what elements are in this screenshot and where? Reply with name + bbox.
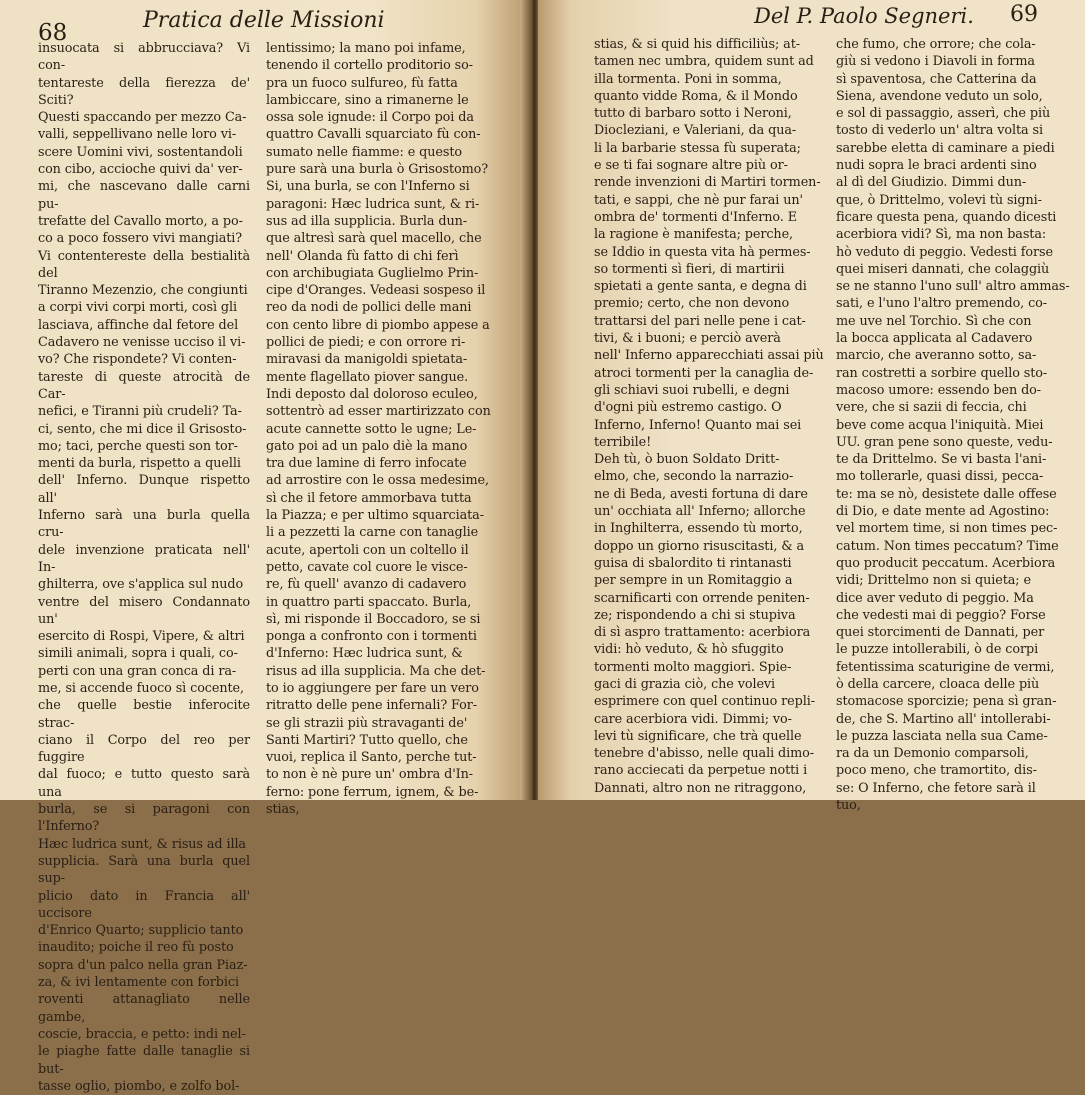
right-column-1-text: stias, & si quid his difficiliùs; at- tamen nec umbra, quidem sunt ad illa tormenta. Poni in somma, quanto vidde Roma, & il Mondo tutto di barbaro sotto i Neroni, Diocleziani, e Valeriani, da qua- li la barbarie stessa fù superata; e se ti fai sognare altre più or- rende invenzioni di Martiri tormen- tati, e sappi, che nè pur farai un' ombra de' tormenti d'Inferno. E la ragione è manifesta; perche, se Iddio in questa vita hà permes- so tormenti sì fieri, di martirii spietati a gente santa, e degna di premio; certo, che non devono trattarsi del pari nelle pene i cat- tivi, & i buoni; e perciò averà nell' Inferno apparecchiati assai più atroci tormenti per la canaglia de- gli schiavi suoi rubelli, e degni d'ogni più estremo castigo. O Inferno, Inferno! Quanto mai sei terribile! Deh tù, ò buon Soldato Dritt- elmo, che, secondo la narrazio- ne di Beda, avesti fortuna di dare un' occhiata all' Inferno; allorche in Inghilterra, essendo tù morto, doppo un giorno risuscitasti, & a guisa di sbalordito ti rintanasti per sempre in un Romitaggio a scarnificarti con orrende peniten- ze; rispondendo a chi si stupiva di sì aspro trattamento: acerbiora vidi: hò veduto, & hò sfuggito tormenti molto maggiori. Spie- gaci di grazia ciò, che volevi esprimere con quel continuo repli- care acerbiora vidi. Dimmi; vo- levi tù significare, che trà quelle tenebre d'abisso, nelle quali dimo- rano acciecati da perpetue notti i Dannati, altro non ne ritraggono, (594, 37, 824, 796)
left-column-1 (38, 40, 250, 1095)
left-page-columns (38, 40, 528, 1095)
running-head-right: Del P. Paolo Segneri. (754, 4, 974, 28)
right-column-2 (836, 36, 1078, 814)
right-column-1 (594, 36, 826, 814)
page-number-left: 68 (38, 20, 68, 46)
left-page (0, 0, 528, 1094)
right-page-columns (594, 36, 1085, 814)
right-column-2-text: che fumo, che orrore; che cola- giù si vedono i Diavoli in forma sì spaventosa, che Catterina da Siena, avendone veduto un solo, e sol di passaggio, asserì, che più tosto di vederlo un' altra volta si sarebbe eletta di caminare a piedi nudi sopra le braci ardenti sino al dì del Giudizio. Dimmi dun- que, ò Drittelmo, volevi tù signi- ficare questa pena, quando dicesti acerbiora vidi? Sì, ma non basta: hò veduto di peggio. Vedesti forse quei miseri dannati, che colaggiù se ne stanno l'uno sull' altro ammas- sati, e l'uno l'altro premendo, co- me uve nel Torchio. Sì che con la bocca applicata al Cadavero marcio, che averanno sotto, sa- ran costretti a sorbire quello sto- macoso umore: essendo ben do- vere, che si sazii di feccia, chi beve come acqua l'iniquità. Miei UU. gran pene sono queste, vedu- te da Drittelmo. Se vi basta l'ani- mo tollerarle, quasi dissi, pecca- te: ma se nò, desistete dalle offese di Dio, e date mente ad Agostino: vel mortem time, si non times pec- catum. Non times peccatum? Time quo producit peccatum. Acerbiora vidi; Drittelmo non si quieta; e dice aver veduto di peggio. Ma che vedesti mai di peggio? Forse quei storcimenti de Dannati, per le puzze intollerabili, ò de corpi fetentissima scaturigine de vermi, ò della carcere, cloaca delle più stomacose sporcizie; pena sì gran- de, che S. Martino all' intollerabi- le puzza lasciata nella sua Came- ra da un Demonio comparsoli, poco meno, che tramortito, dis- se: O Inferno, che fetore sarà il tuo, (836, 37, 1070, 814)
right-page (538, 0, 1085, 814)
right-page-header (594, 0, 1085, 40)
left-column-2 (266, 40, 496, 1095)
left-column-2-text: lentissimo; la mano poi infame, tenendo il cortello proditorio so- pra un fuoco sulfureo, fù fatta lambiccare, sino a rimanerne le ossa sole ignude: il Corpo poi da quattro Cavalli squarciato fù con- sumato nelle fiamme: e questo pure sarà una burla ò Grisostomo? Si, una burla, se con l'Inferno si paragoni: Hæc ludrica sunt, & ri- sus ad illa supplicia. Burla dun- que altresì sarà quel macello, che nell' Olanda fù fatto di chi ferì con archibugiata Guglielmo Prin- cipe d'Oranges. Vedeasi sospeso il reo da nodi de pollici delle mani con cento libre di piombo appese a pollici de piedi; e con orrore ri- miravasi da manigoldi spietata- mente flagellato piover sangue. Indi deposto dal doloroso eculeo, sottentrò ad esser martirizzato con acute cannette sotto le ugne; Le- gato poi ad un palo diè la mano tra due lamine di ferro infocate ad arrostire con le ossa medesime, sì che il fetore ammorbava tutta la Piazza; e per ultimo squarciata- li a pezzetti la carne con tanaglie acute, apertoli con un coltello il petto, cavate col cuore le visce- re, fù quell' avanzo di cadavero in quattro parti spaccato. Burla, sì, mi risponde il Boccadoro, se si ponga a confronto con i tormenti d'Inferno: Hæc ludrica sunt, & risus ad illa supplicia. Ma che det- to io aggiungere per fare un vero ritratto delle pene infernali? For- se gli strazii più stravaganti de' Santi Martiri? Tutto quello, che vuoi, replica il Santo, perche tut- to non è nè pure un' ombra d'In- ferno: pone ferrum, ignem, & be- stias, (266, 41, 491, 818)
page-number-right: 69 (1010, 2, 1038, 27)
left-column-1-text: insuocata si abbrucciava? Vi con- tentareste della fierezza de' Sciti? Questi spaccando per mezzo Ca- valli, seppellivano nelle loro vi- scere Uomini vivi, sostentandoli con cibo, accioche quivi da' ver- mi, che nascevano dalle carni pu- trefatte del Cavallo morto, a po- co a poco fossero vivi mangiati? Vi contentereste della bestialità del Tiranno Mezenzio, che congiunti a corpi vivi corpi morti, così gli lasciava, affinche dal fetore del Cadavero ne venisse ucciso il vi- vo? Che rispondete? Vi conten- tareste di queste atrocità de Car- nefici, e Tiranni più crudeli? Ta- ci, sento, che mi dice il Grisosto- mo; taci, perche questi son tor- menti da burla, rispetto a quelli dell' Inferno. Dunque rispetto all' Inferno sarà una burla quella cru- dele invenzione praticata nell' In- ghilterra, ove s'applica sul nudo ventre del misero Condannato un' esercito di Rospi, Vipere, & altri simili animali, sopra i quali, co- perti con una gran conca di ra- me, si accende fuoco sì cocente, che quelle bestie inferocite strac- ciano il Corpo del reo per fuggire dal fuoco; e tutto questo sarà una burla, se si paragoni con l'Inferno? Hæc ludrica sunt, & risus ad illa supplicia. Sarà una burla quel sup- plicio dato in Francia all' uccisore d'Enrico Quarto; supplicio tanto inaudito; poiche il reo fù posto sopra d'un palco nella gran Piaz- za, & ivi lentamente con forbici roventi attanagliato nelle gambe, coscie, braccia, e petto: indi nel- le piaghe fatte dalle tanaglie si but- tasse oglio, piombo, e zolfo bol- (38, 41, 250, 1094)
left-page-header (38, 0, 528, 46)
running-head-left: Pratica delle Missioni (143, 8, 385, 33)
